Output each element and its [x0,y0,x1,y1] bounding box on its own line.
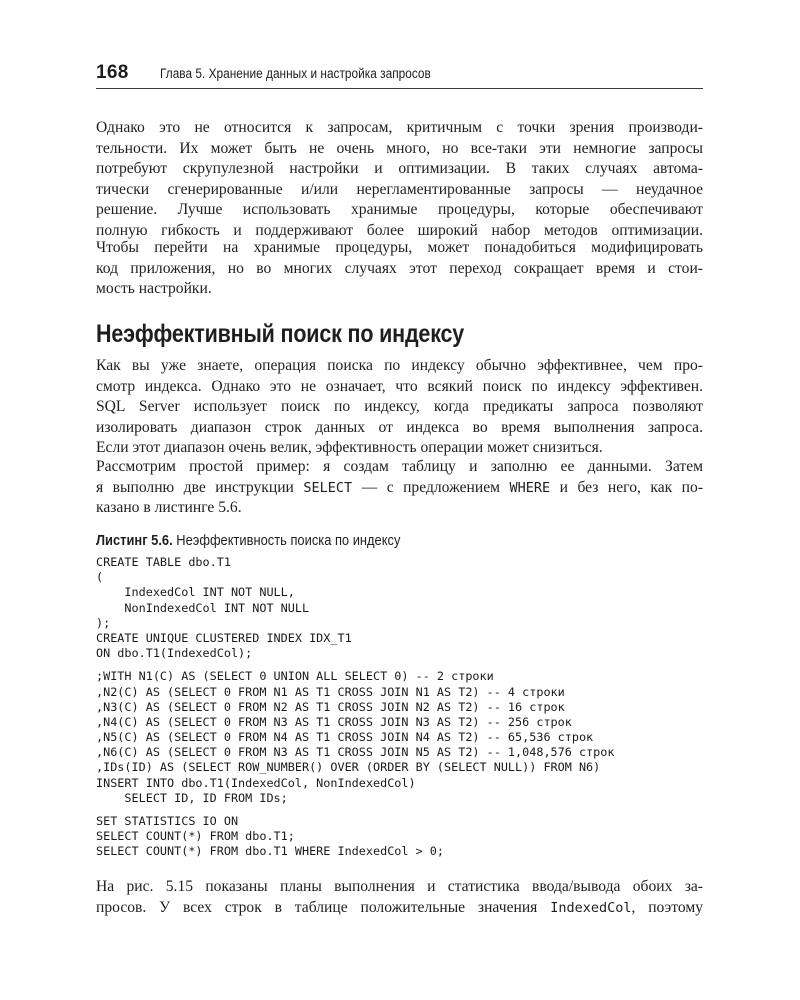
code-line: ,N3(C) AS (SELECT 0 FROM N2 AS T1 CROSS JOIN N2 AS T2) -- 16 строк [96,699,565,714]
code-line: ); [96,615,111,630]
inline-code: SELECT [303,479,353,496]
text-line: тельности. Их может быть не очень много, но все-таки эти немногие запросы [96,139,703,157]
text-line: смотр индекса. Однако это не означает, что всякий поиск по индексу эффективен. [96,377,703,395]
code-line: ,IDs(ID) AS (SELECT ROW_NUMBER() OVER (ORDER BY (SELECT NULL)) FROM N6) [96,760,601,775]
listing-label: Листинг 5.6. [96,532,173,549]
code-line: ,N5(C) AS (SELECT 0 FROM N4 AS T1 CROSS JOIN N4 AS T2) -- 65,536 строк [96,730,594,745]
code-line: SELECT COUNT(*) FROM dbo.T1 WHERE IndexedCol > 0; [96,844,445,859]
listing-title: Неэффективность поиска по индексу [172,532,401,549]
text-line: решение. Лучше использовать хранимые процедуры, которые обеспечивают [96,201,703,218]
code-gap [96,661,614,669]
text-run: — с предложением [352,478,510,496]
section-heading: Неэффективный поиск по индексу [96,320,465,348]
text-run: просов. У всех строк в таблице положительные значения [96,898,551,916]
text-line: На рис. 5.15 показаны планы выполнения и статистика ввода/вывода обоих за- [96,878,703,895]
code-line: CREATE TABLE dbo.T1 [96,555,231,569]
inline-code: WHERE [509,479,551,496]
code-line: ;WITH N1(C) AS (SELECT 0 UNION ALL SELECT 0) -- 2 строки [96,669,494,684]
code-line: IndexedCol INT NOT NULL, [96,585,295,600]
text-line: Как вы уже знаете, операция поиска по индексу обычно эффективнее, чем про- [96,357,703,374]
text-line: казано в листинге 5.6. [96,499,242,516]
text-line: изолировать диапазон строк данных от индекса во время выполнения запроса. [96,418,703,436]
code-line: ( [96,570,104,585]
code-line: SELECT COUNT(*) FROM dbo.T1; [96,829,295,844]
code-line: CREATE UNIQUE CLUSTERED INDEX IDX_T1 [96,630,352,645]
text-line: Если этот диапазон очень велик, эффективность операции может снизиться. [96,439,603,456]
text-line: SQL Server использует поиск по индексу, когда предикаты запроса позволяют [96,398,703,415]
code-line: INSERT INTO dbo.T1(IndexedCol, NonIndexedCol) [96,775,416,790]
paragraph-example [96,457,703,519]
text-line: код приложения, но во многих случаях этот переход сокращает время и стои- [96,259,703,277]
code-line: NonIndexedCol INT NOT NULL [96,600,310,615]
paragraph-figure-reference [96,877,703,918]
paragraph-stored-procedures [96,238,703,300]
code-line: ,N6(C) AS (SELECT 0 FROM N3 AS T1 CROSS JOIN N5 AS T2) -- 1,048,576 строк [96,745,615,760]
text-run: , поэтому [631,898,703,916]
code-gap [96,806,614,814]
inline-code: IndexedCol [550,899,632,916]
text-line: тически сгенерированные и/или нерегламентированные запросы — неудачное [96,180,703,198]
paragraph-index-seek [96,356,703,459]
text-line [96,478,703,499]
text-line: мость настройки. [96,280,212,297]
text-run: и без него, как по- [550,478,704,496]
text-line: Чтобы перейти на хранимые процедуры, может понадобиться модифицировать [96,239,703,256]
code-line: ON dbo.T1(IndexedCol); [96,646,253,661]
code-line: SET STATISTICS IO ON [96,814,239,828]
text-line: полную гибкость и поддерживают более широкий набор методов оптимизации. [96,221,703,239]
text-line: Однако это не относится к запросам, критичным с точки зрения производи- [96,119,703,136]
code-line: SELECT ID, ID FROM IDs; [96,790,288,805]
running-header [96,62,703,89]
text-line: Рассмотрим простой пример: я создам таблицу и заполню ее данными. Затем [96,458,703,475]
code-line: ,N2(C) AS (SELECT 0 FROM N1 AS T1 CROSS JOIN N1 AS T2) -- 4 строки [96,684,565,699]
text-line: потребуют скрупулезной настройки и оптимизации. В таких случаях автома- [96,160,703,177]
code-line: ,N4(C) AS (SELECT 0 FROM N3 AS T1 CROSS JOIN N3 AS T2) -- 256 строк [96,714,572,729]
paragraph-adhoc-queries [96,118,703,241]
listing-caption [96,532,400,549]
text-line [96,898,703,919]
page-number: 168 [96,62,129,83]
text-run: я выполню две инструкции [96,478,304,496]
chapter-title: Глава 5. Хранение данных и настройка запросов [160,66,431,81]
code-listing [96,555,614,860]
